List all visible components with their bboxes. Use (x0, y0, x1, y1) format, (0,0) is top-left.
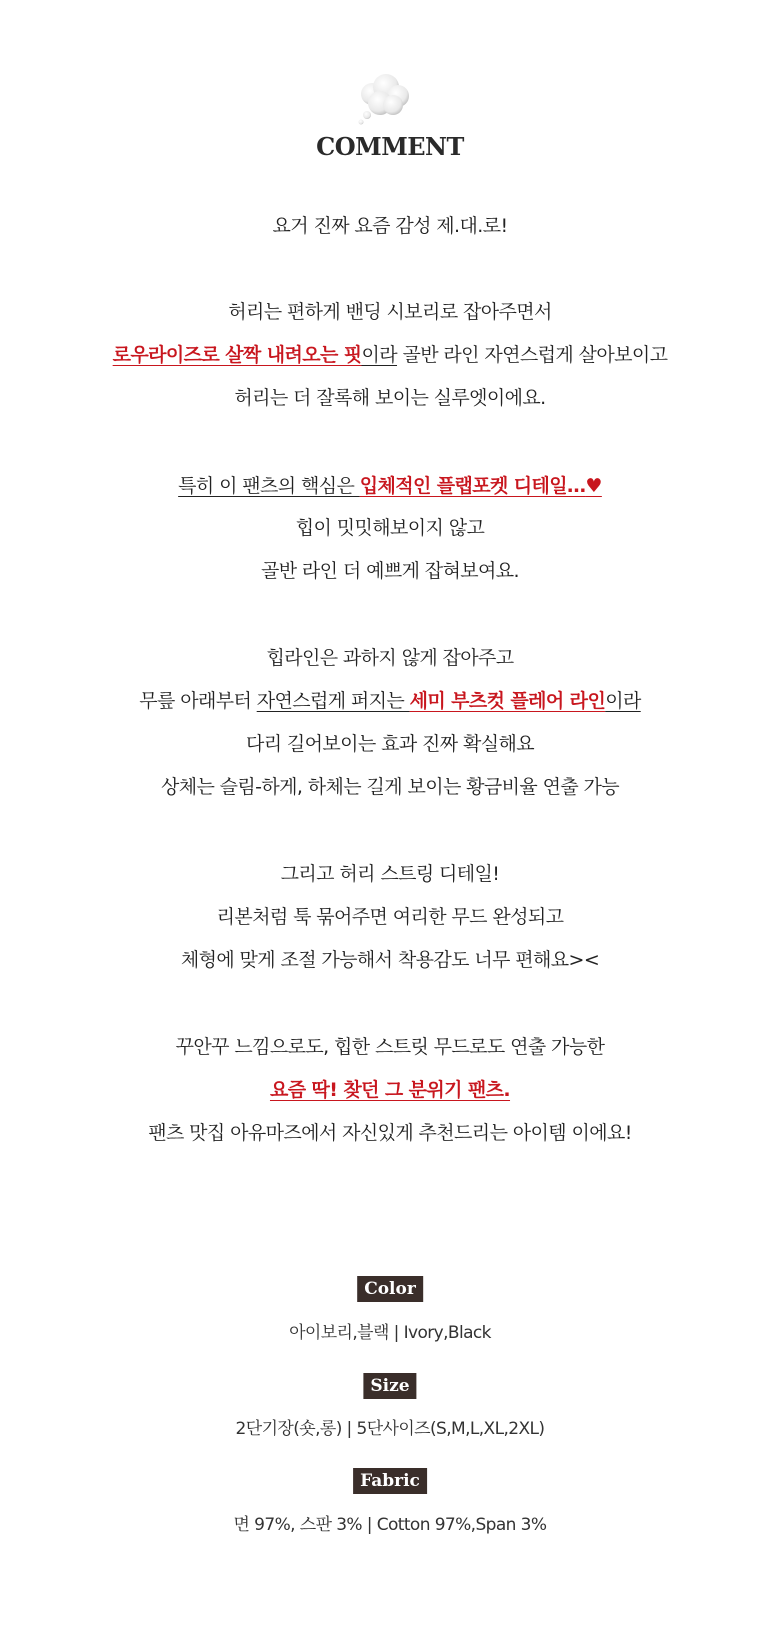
plain-text: 무릎 아래부터 (139, 690, 257, 712)
comment-line: 꾸안꾸 느낌으로도, 힙한 스트릿 무드로도 연출 가능한 (175, 1036, 605, 1058)
comment-line (0, 687, 780, 715)
page-title: COMMENT (316, 132, 464, 161)
heart-icon: ♥ (585, 475, 602, 497)
comment-line: 힙이 밋밋해보이지 않고 (295, 517, 485, 539)
cloud-icon (356, 72, 412, 126)
comment-line: 상체는 슬림-하게, 하체는 길게 보이는 황금비율 연출 가능 (160, 776, 620, 798)
highlight-text: 로우라이즈로 살짝 내려오는 핏 (112, 344, 362, 366)
size-label-tag: Size (363, 1373, 416, 1399)
comment-line: 체형에 맞게 조절 가능해서 착용감도 너무 편해요>< (180, 949, 600, 971)
comment-line: 요거 진짜 요즘 감성 제.대.로! (272, 215, 508, 237)
color-label-tag: Color (357, 1276, 423, 1302)
underlined-text: 특히 이 팬츠의 핵심은 (178, 475, 360, 497)
fabric-label-tag: Fabric (353, 1468, 427, 1494)
comment-line: 그리고 허리 스트링 디테일! (280, 863, 500, 885)
color-value: 아이보리,블랙 | Ivory,Black (289, 1323, 491, 1343)
underlined-text: 이라 (361, 344, 398, 366)
fabric-value: 면 97%, 스판 3% | Cotton 97%,Span 3% (233, 1515, 547, 1535)
comment-line: 골반 라인 더 예쁘게 잡혀보여요. (260, 560, 519, 582)
comment-line: 리본처럼 툭 묶어주면 여리한 무드 완성되고 (216, 906, 564, 928)
comment-line: 허리는 편하게 밴딩 시보리로 잡아주면서 (228, 301, 552, 323)
comment-line (0, 472, 780, 500)
highlight-text: 세미 부츠컷 플레어 라인 (409, 690, 606, 712)
comment-line: 다리 길어보이는 효과 진짜 확실해요 (245, 733, 535, 755)
plain-text: 골반 라인 자연스럽게 살아보이고 (397, 344, 668, 366)
highlight-text: 입체적인 플랩포켓 디테일… (359, 475, 586, 497)
comment-line (0, 341, 780, 369)
comment-line: 팬츠 맛집 아유마즈에서 자신있게 추천드리는 아이템 이에요! (148, 1122, 632, 1144)
comment-line: 허리는 더 잘록해 보이는 실루엣이에요. (234, 387, 546, 409)
highlight-text: 요즘 딱! 찾던 그 분위기 팬츠. (269, 1079, 511, 1101)
underlined-text: 이라 (605, 690, 641, 712)
underlined-text: 자연스럽게 퍼지는 (256, 690, 410, 712)
size-value: 2단기장(숏,롱) | 5단사이즈(S,M,L,XL,2XL) (235, 1419, 545, 1439)
comment-line: 힙라인은 과하지 않게 잡아주고 (266, 647, 514, 669)
comment-line (0, 1076, 780, 1104)
